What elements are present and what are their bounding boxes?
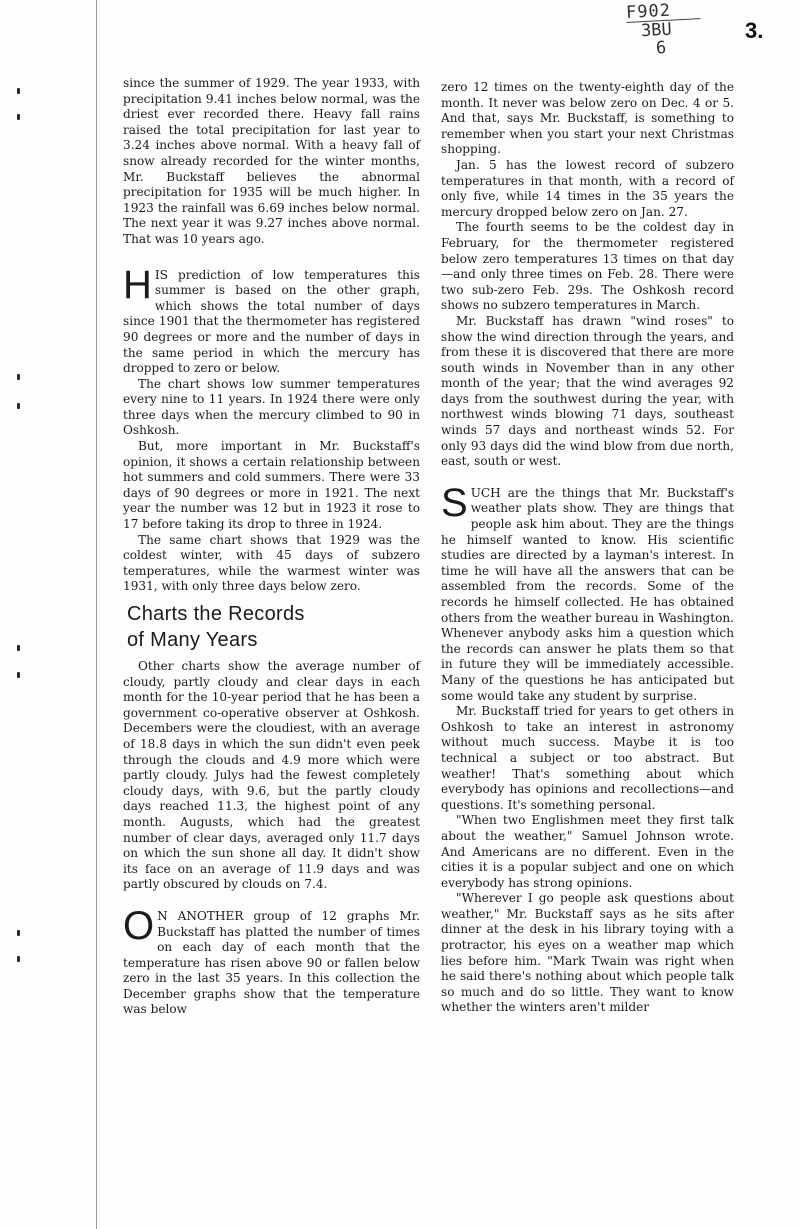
handwritten-catalog-number bbox=[626, 0, 703, 59]
catalog-line-1: F902 bbox=[626, 0, 701, 23]
paragraph: Jan. 5 has the lowest record of subzero temperatures in that month, with a record of only five, while 14 times in the 35 years the mercury dropped below zero on Jan. 27. bbox=[441, 157, 734, 219]
margin-mark bbox=[17, 114, 20, 120]
catalog-line-2: 3BU bbox=[640, 19, 673, 42]
paragraph: Other charts show the average number of cloudy, partly cloudy and clear days in each month for the 10-year period that he has been a government co-operative observer at Oshkosh. Decembers were the cloudiest, with an average of 18.8 days in which the sun didn't even peek through the clouds and 4.9 more which were partly cloudy. Julys had the fewest completely cloudy days, with 9.6, but the partly cloudy days reached 11.3, the highest point of any month. Augusts, which had the greatest number of clear days, averaged only 11.7 days on which the sun shone all day. It didn't show its face on an average of 11.9 days and was partly obscured by clouds on 7.4. bbox=[123, 659, 420, 892]
paragraph-drop-cap: SUCH are the things that Mr. Buckstaff's weather plats show. They are things that people ask him about. They are the things he himself wanted to know. His scientific studies are directed by a layman's interest. In time he will have all the answers that can be assembled from the records. Some of the records he himself collected. He has obtained others from the weather bureau in Washington. Whenever anybody asks him a question which the records can answer he plats them so that in future they will be immediately accessible. Many of the questions he has anticipated but some would take any student by surprise. bbox=[441, 480, 734, 703]
catalog-line-3: 6 bbox=[655, 37, 667, 59]
margin-mark bbox=[17, 672, 20, 678]
margin-mark bbox=[17, 88, 20, 94]
subheading-line: Charts the Records bbox=[127, 603, 305, 625]
section-subheading bbox=[127, 601, 420, 653]
margin-mark bbox=[17, 645, 20, 651]
paragraph: The same chart shows that 1929 was the coldest winter, with 45 days of subzero temperatures, while the warmest winter was 1931, with only three days below zero. bbox=[123, 532, 420, 594]
page-number: 3. bbox=[745, 18, 764, 43]
paragraph: "Wherever I go people ask questions about weather," Mr. Buckstaff says as he sits after dinner at the desk in his library toying with a protractor, his eyes on a weather map which lies before him. "Mark Twain was right when he said there's nothing about which people talk so much and do so little. They want to know whether the winters aren't milder bbox=[441, 891, 734, 1015]
paragraph: The fourth seems to be the coldest day in February, for the thermometer registered below zero temperatures 13 times on that day—and only three times on Feb. 28. There were two sub-zero Feb. 29s. The Oshkosh record shows no subzero temperatures in March. bbox=[441, 220, 734, 313]
paragraph-drop-cap: HIS prediction of low temperatures this summer is based on the other graph, which shows the total number of days since 1901 that the thermometer has registered 90 degrees or more and the number of days in the same period in which the mercury has dropped to zero or below. bbox=[123, 262, 420, 376]
paragraph-drop-cap: ON ANOTHER group of 12 graphs Mr. Buckstaff has platted the number of times on each day of each month that the temperature has risen above 90 or fallen below zero in the last 35 years. In this collection the December graphs show that the temperature was below bbox=[123, 903, 420, 1017]
binding-edge-line bbox=[96, 0, 97, 1229]
paragraph: Mr. Buckstaff has drawn "wind roses" to show the wind direction through the years, and from these it is discovered that there are more south winds in November than in any other month of the year; that the wind averages 92 days from the southwest during the year, with northwest winds blowing 71 days, southeast winds 57 days and northeast winds 52. For only 93 days did the wind blow from due north, east, south or west. bbox=[441, 313, 734, 469]
paragraph: "When two Englishmen meet they first talk about the weather," Samuel Johnson wrote. And Americans are no different. Even in the cities it is a popular subject and one on which everybody has strong opinions. bbox=[441, 813, 734, 890]
paragraph: zero 12 times on the twenty-eighth day of the month. It never was below zero on Dec. 4 or 5. And that, says Mr. Buckstaff, is something to remember when you start your next Christmas shopping. bbox=[441, 80, 734, 157]
paragraph: The chart shows low summer temperatures every nine to 11 years. In 1924 there were only three days when the mercury climbed to 90 in Oshkosh. bbox=[123, 376, 420, 438]
margin-mark bbox=[17, 374, 20, 380]
left-column bbox=[123, 76, 420, 1018]
paragraph: since the summer of 1929. The year 1933, with precipitation 9.41 inches below normal, was the driest ever recorded there. Heavy fall rains raised the total precipitation for last year to 3.24 inches above normal. With a heavy fall of snow already recorded for the winter months, Mr. Buckstaff believes the abnormal precipitation for 1935 will be much higher. In 1923 the rainfall was 6.69 inches below normal. The next year it was 9.27 inches above normal. That was 10 years ago. bbox=[123, 76, 420, 246]
subheading-line: of Many Years bbox=[127, 629, 258, 651]
margin-mark bbox=[17, 403, 20, 409]
margin-mark bbox=[17, 930, 20, 936]
paragraph: Mr. Buckstaff tried for years to get others in Oshkosh to take an interest in astronomy without much success. Maybe it is too technical a subject or too abstract. But weather! That's something about which everybody has opinions and recollections—and questions. It's something personal. bbox=[441, 704, 734, 812]
margin-mark bbox=[17, 956, 20, 962]
right-column bbox=[441, 80, 734, 1016]
paragraph: But, more important in Mr. Buckstaff's opinion, it shows a certain relationship between hot summers and cold summers. There were 33 days of 90 degrees or more in 1921. The next year the number was 12 but in 1923 it rose to 17 before taking its drop to three in 1924. bbox=[123, 439, 420, 532]
